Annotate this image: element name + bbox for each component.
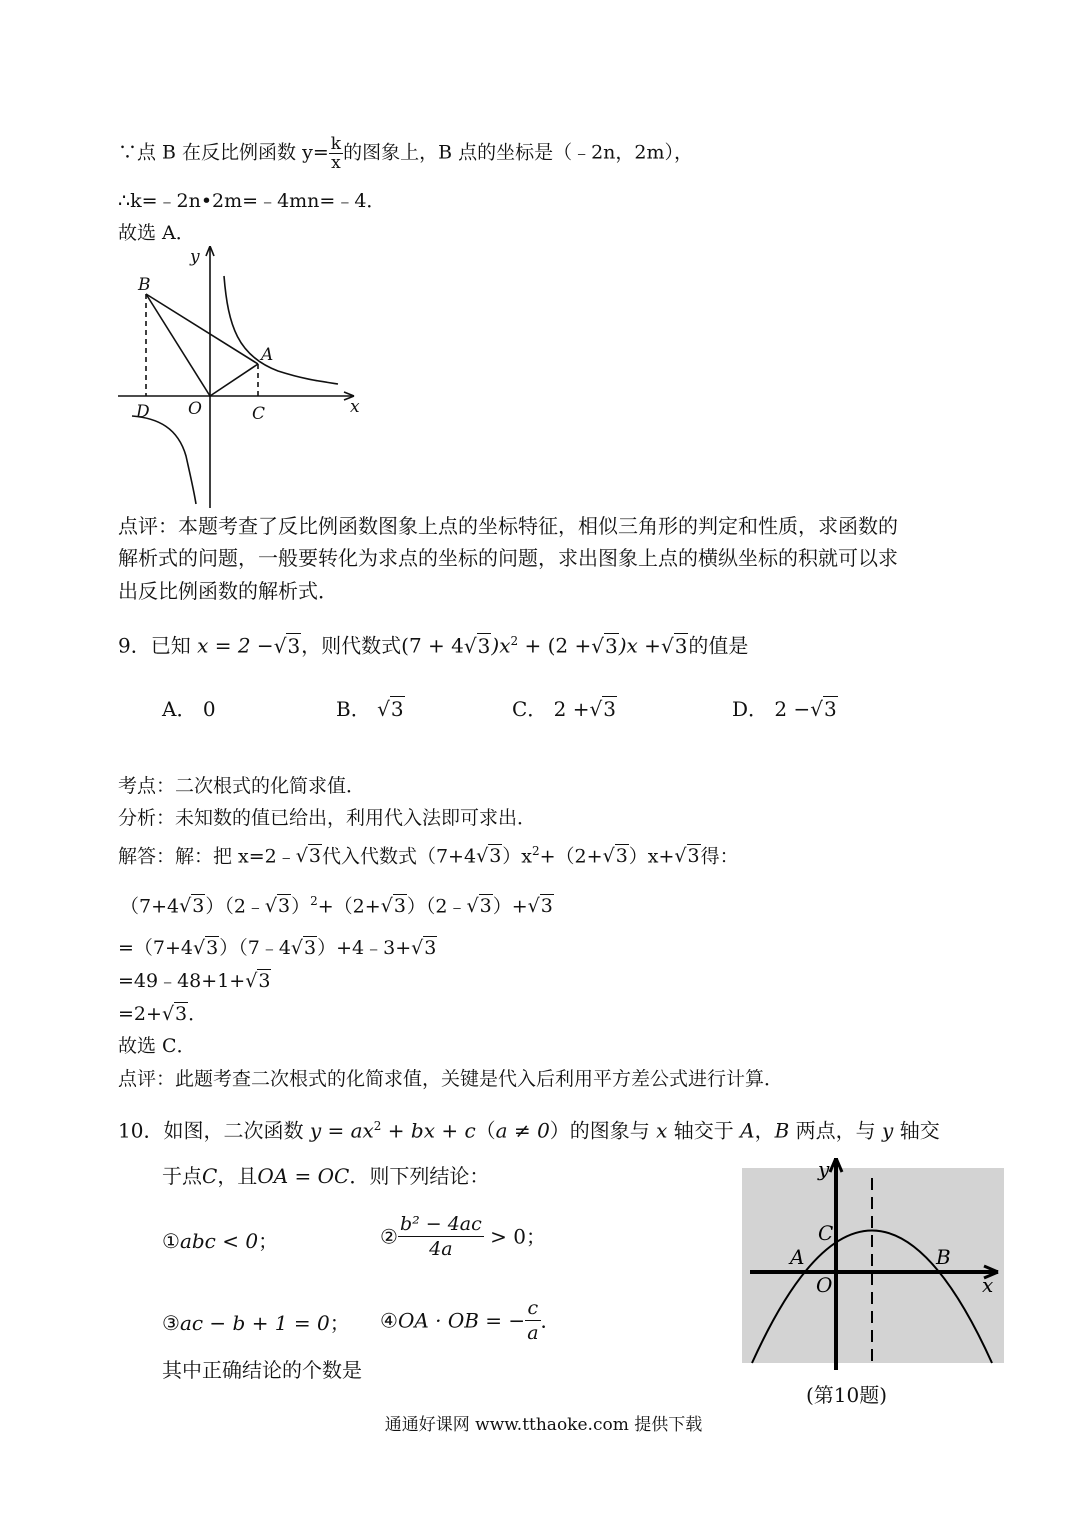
- label-A: A: [261, 345, 274, 365]
- review-1-line-3: 出反比例函数的解析式．: [118, 579, 338, 603]
- answer-line-8: 故选 A．: [118, 222, 195, 244]
- step-2: =（7+4√3）（7﹣4√3）+4﹣3+√3: [118, 937, 437, 959]
- figure-caption: (第10题): [806, 1383, 888, 1407]
- jieda: 解答：解：把 x=2﹣√3代入代数式$(7+4√3)x^2+(2+√3)x+√3$得：: [118, 844, 739, 868]
- hyperbola-branch-left: [132, 416, 196, 504]
- question-10-ask: 其中正确结论的个数是: [162, 1358, 362, 1382]
- option-C: C． 2 +√3: [512, 697, 616, 721]
- option-D: D． 2 −√3: [732, 697, 837, 721]
- label-C: C: [252, 404, 266, 424]
- conclusion-4: ④OA · OB = − $\frac{c}{a}$ ．: [380, 1297, 561, 1344]
- label-A: A: [790, 1245, 805, 1269]
- step-3: =49﹣48+1+√3: [118, 970, 271, 992]
- label-B: B: [936, 1245, 951, 1269]
- review-1-line-1: 点评：本题考查了反比例函数图象上点的坐标特征，相似三角形的判定和性质，求函数的: [118, 514, 898, 538]
- label-D: D: [136, 402, 150, 422]
- label-O: O: [188, 399, 202, 419]
- label-C: C: [818, 1221, 834, 1245]
- frac-num: k: [330, 134, 342, 154]
- conclusion-2: ② $\frac{\text{b² − 4ac}}{4a}$ > 0；: [380, 1213, 546, 1260]
- step-4: =2+√3．: [118, 1003, 208, 1025]
- footer: 通通好课网 www.tthaoke.com 提供下载: [384, 1415, 703, 1435]
- option-B: B． √3: [336, 697, 404, 721]
- step-1: （7+4√3）（2﹣√3）$^2$+（2+√3）（2﹣√3）+√3: [120, 894, 553, 918]
- label-O: O: [816, 1273, 833, 1297]
- hyperbola-branch-right: [224, 276, 338, 384]
- label-B: B: [138, 275, 151, 295]
- segment-BO: [146, 294, 210, 396]
- label-x: x: [982, 1273, 994, 1297]
- sqrt3: √3: [273, 633, 301, 658]
- frac-den: x: [331, 153, 341, 173]
- segment-OA: [210, 364, 258, 396]
- label-y: y: [190, 247, 200, 267]
- k-over-x-fraction: [329, 135, 343, 172]
- review-2: 点评：此题考查二次根式的化简求值，关键是代入后利用平方差公式进行计算．: [118, 1068, 784, 1090]
- parabola-figure: [742, 1158, 1006, 1370]
- conclusion-1: ①abc < 0；: [162, 1229, 279, 1253]
- conclusion-3: ③ac − b + 1 = 0；: [162, 1311, 350, 1335]
- label-y: y: [818, 1158, 830, 1181]
- hyperbola-figure: [118, 246, 368, 508]
- solution-line-1: [118, 135, 693, 172]
- line1-pre: ∵点 B 在反比例函数 y=: [118, 141, 329, 164]
- kaodian: 考点：二次根式的化简求值．: [118, 775, 366, 797]
- option-A: A． 0: [162, 697, 216, 721]
- segment-BA: [146, 294, 258, 364]
- label-x: x: [350, 397, 360, 417]
- fenxi: 分析：未知数的值已给出，利用代入法即可求出．: [118, 807, 537, 829]
- solution-line-2: ∴k=﹣2n•2m=﹣4mn=﹣4．: [118, 190, 386, 212]
- question-9: 9．已知 x = 2 −√3，则代数式$(7 + 4√3)x^2 + (2 +√3)x +√3$的值是: [118, 633, 749, 658]
- question-10-line-1: 10．如图，二次函数 $y = ax^2$ + bx + c（a ≠ 0）的图象与 x 轴交于 A，B 两点，与 y 轴交: [118, 1118, 940, 1143]
- choice-9: 故选 C．: [118, 1035, 196, 1057]
- line1-post: 的图象上，B 点的坐标是（﹣2n，2m），: [343, 141, 693, 164]
- question-10-line-2: 于点C，且OA = OC．则下列结论：: [162, 1164, 490, 1188]
- review-1-line-2: 解析式的问题，一般要转化为求点的坐标的问题，求出图象上点的横纵坐标的积就可以求: [118, 546, 898, 570]
